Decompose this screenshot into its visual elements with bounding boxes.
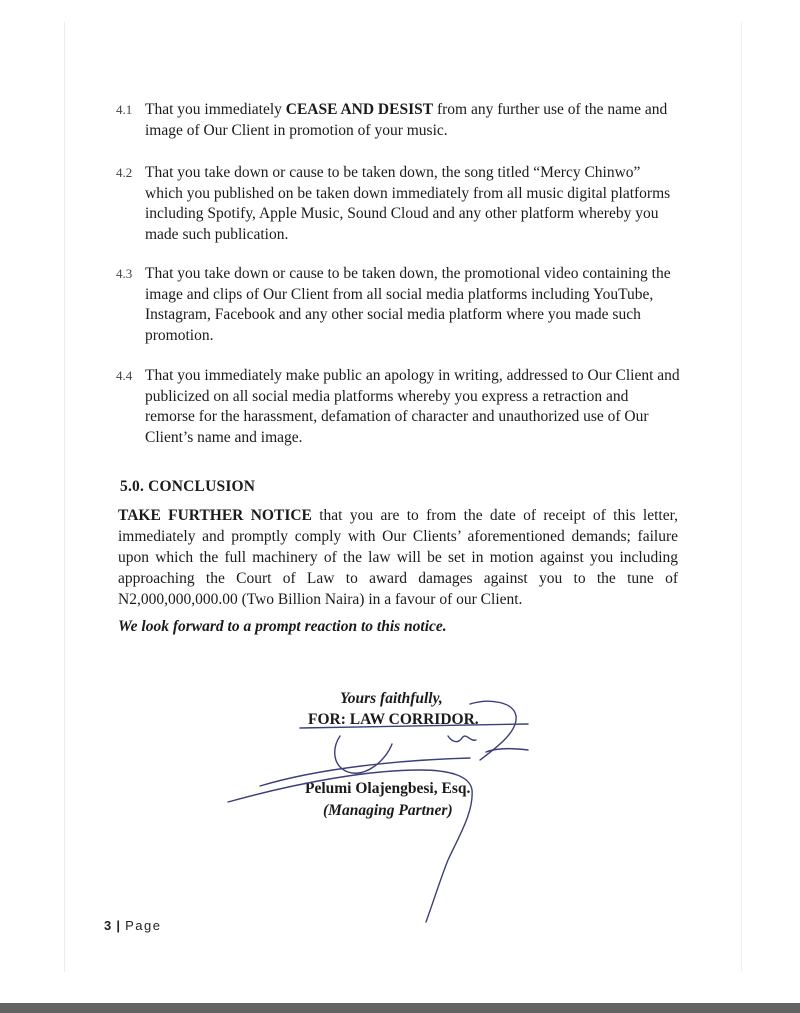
clause-text: That you immediately CEASE AND DESIST from any further use of the name and image of Our Client in promotion of your music.: [145, 101, 668, 139]
conclusion-heading: 5.0. CONCLUSION: [120, 478, 256, 495]
clause-text: That you take down or cause to be taken down, the song titled “Mercy Chinwo” which you published on be taken down immediately from all music digital platforms including Spotify, Apple Music, Sound Cloud and any other platform whereby you made such publication.: [145, 164, 671, 243]
clause-number: 4.1: [116, 102, 133, 117]
page-footer: [104, 918, 162, 933]
viewer-bottom-bar: [0, 1003, 800, 1013]
conclusion-body: that you are to from the date of receipt of this letter, immediately and promptly comply with Our Clients’ aforementioned demands; failure upon which the full machinery of the law will be set in motion against you including approaching the Court of Law to award damages against you to the tune of N2,000,000,000.00 (Two Billion Naira) in a favour of our Client.: [118, 507, 679, 608]
closing-remark: We look forward to a prompt reaction to this notice.: [118, 618, 447, 635]
clause-number: 4.3: [116, 266, 133, 281]
clause-number: 4.2: [116, 165, 133, 180]
firm-name: FOR: LAW CORRIDOR.: [308, 711, 479, 728]
page-number: 3: [104, 918, 112, 933]
clause-text: That you take down or cause to be taken down, the promotional video containing the image and clips of Our Client from all social media platforms including YouTube, Instagram, Facebook and any other social media platform where you made such promotion.: [145, 265, 671, 344]
signatory-name: Pelumi Olajengbesi, Esq.: [305, 780, 471, 797]
page-label: Page: [125, 918, 162, 933]
valediction: Yours faithfully,: [340, 690, 443, 707]
cease-and-desist-emphasis: CEASE AND DESIST: [285, 101, 434, 118]
clause-text: That you immediately make public an apology in writing, addressed to Our Client and publicized on all social media platforms whereby you express a retraction and remorse for the harassment, defamation of character and unauthorized use of Our Client’s name and image.: [145, 367, 680, 446]
page-separator: |: [116, 918, 120, 933]
clause-number: 4.4: [116, 368, 133, 383]
signatory-title: (Managing Partner): [323, 802, 453, 819]
take-further-notice-emphasis: TAKE FURTHER NOTICE: [118, 507, 312, 524]
